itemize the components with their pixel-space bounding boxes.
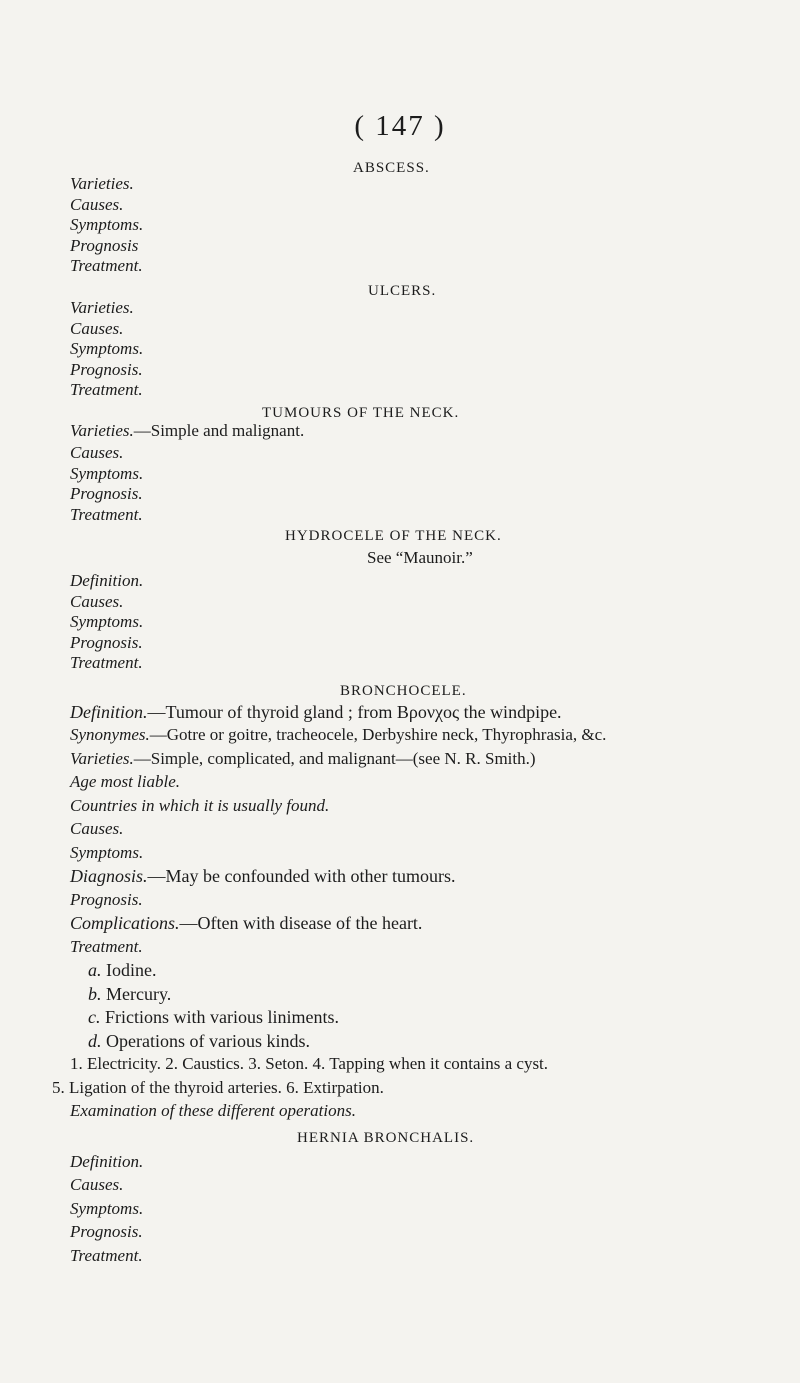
treatment-text: Operations of various kinds. — [101, 1031, 310, 1051]
treatment-letter: b. — [88, 984, 102, 1004]
abscess-heading: ABSCESS. — [353, 160, 430, 176]
list-item: Symptoms. — [70, 612, 144, 632]
list-item: Treatment. — [70, 380, 143, 400]
list-item: Symptoms. — [70, 463, 144, 483]
bronchocele-countries: Countries in which it is usually found. — [70, 796, 330, 815]
complications-text: —Often with disease of the heart. — [179, 913, 423, 933]
bronchocele-definition — [70, 702, 562, 723]
list-item: Symptoms. — [70, 1198, 144, 1218]
ulcers-heading: ULCERS. — [368, 283, 437, 299]
list-item: Varieties. — [70, 298, 134, 317]
bronchocele-treatment: Treatment. — [70, 937, 143, 956]
list-item: Prognosis. — [70, 632, 143, 652]
list-item: Treatment. — [70, 504, 143, 524]
treatment-letter: d. — [88, 1031, 102, 1051]
list-item: Symptoms. — [70, 215, 144, 235]
treatment-text: Frictions with various liniments. — [100, 1007, 339, 1027]
varieties-text: —Simple, complicated, and malignant—(see N. R. Smith.) — [133, 749, 536, 768]
hernia-heading: HERNIA BRONCHALIS. — [297, 1130, 475, 1146]
treatment-item — [88, 984, 171, 1005]
treatment-text: Iodine. — [101, 960, 157, 980]
bronchocele-synonymes — [70, 725, 606, 745]
list-item: Causes. — [70, 318, 124, 338]
treatment-letter: c. — [88, 1007, 101, 1027]
bronchocele-examination: Examination of these different operations. — [70, 1101, 356, 1120]
synonymes-label: Synonymes. — [70, 725, 150, 744]
definition-label: Definition. — [70, 702, 148, 722]
abscess-list — [70, 174, 143, 277]
list-item: Causes. — [70, 1175, 124, 1195]
list-item: Symptoms. — [70, 339, 144, 359]
hydrocele-see: See “Maunoir.” — [367, 548, 473, 567]
list-item: Treatment. — [70, 653, 143, 673]
tumours-varieties-text: —Simple and malignant. — [133, 421, 305, 440]
list-item: Causes. — [70, 591, 124, 611]
list-item: Prognosis. — [70, 484, 143, 504]
treatment-item — [88, 960, 156, 981]
list-item: Definition. — [70, 1152, 144, 1171]
page-number: ( 147 ) — [354, 110, 446, 142]
diagnosis-text: —May be confounded with other tumours. — [147, 866, 456, 886]
treatment-letter: a. — [88, 960, 102, 980]
varieties-label: Varieties. — [70, 749, 134, 768]
tumours-varieties-label: Varieties. — [70, 421, 134, 440]
list-item: Treatment. — [70, 1245, 143, 1265]
bronchocele-symptoms: Symptoms. — [70, 843, 144, 862]
synonymes-text: —Gotre or goitre, tracheocele, Derbyshire neck, Thyrophrasia, &c. — [149, 725, 607, 744]
list-item: Causes. — [70, 443, 124, 462]
list-item: Varieties. — [70, 174, 134, 193]
bronchocele-causes: Causes. — [70, 819, 124, 838]
hydrocele-heading: HYDROCELE OF THE NECK. — [285, 528, 502, 544]
treatment-text: Mercury. — [101, 984, 172, 1004]
tumours-heading: TUMOURS OF THE NECK. — [262, 405, 460, 421]
bronchocele-varieties — [70, 749, 536, 769]
definition-text: —Tumour of thyroid gland ; from Βρoνχoς the windpipe. — [147, 702, 562, 722]
list-item: Definition. — [70, 571, 144, 590]
list-item: Prognosis — [70, 235, 139, 255]
operations-line-2: 5. Ligation of the thyroid arteries. 6. Extirpation. — [52, 1078, 384, 1097]
tumours-list — [70, 443, 143, 525]
list-item: Treatment. — [70, 256, 143, 276]
treatment-item — [88, 1031, 310, 1052]
list-item: Causes. — [70, 194, 124, 214]
diagnosis-label: Diagnosis. — [70, 866, 148, 886]
bronchocele-prognosis: Prognosis. — [70, 890, 143, 909]
list-item: Prognosis. — [70, 1222, 143, 1242]
tumours-varieties — [70, 421, 304, 441]
bronchocele-heading: BRONCHOCELE. — [340, 683, 467, 699]
list-item: Prognosis. — [70, 359, 143, 379]
bronchocele-age: Age most liable. — [70, 772, 181, 791]
treatment-item — [88, 1007, 339, 1028]
hernia-list — [70, 1150, 143, 1267]
complications-label: Complications. — [70, 913, 180, 933]
operations-line-1: 1. Electricity. 2. Caustics. 3. Seton. 4. Tapping when it contains a cyst. — [70, 1054, 549, 1073]
bronchocele-diagnosis — [70, 866, 455, 887]
ulcers-list — [70, 298, 143, 401]
hydrocele-list — [70, 571, 143, 674]
bronchocele-complications — [70, 913, 422, 934]
